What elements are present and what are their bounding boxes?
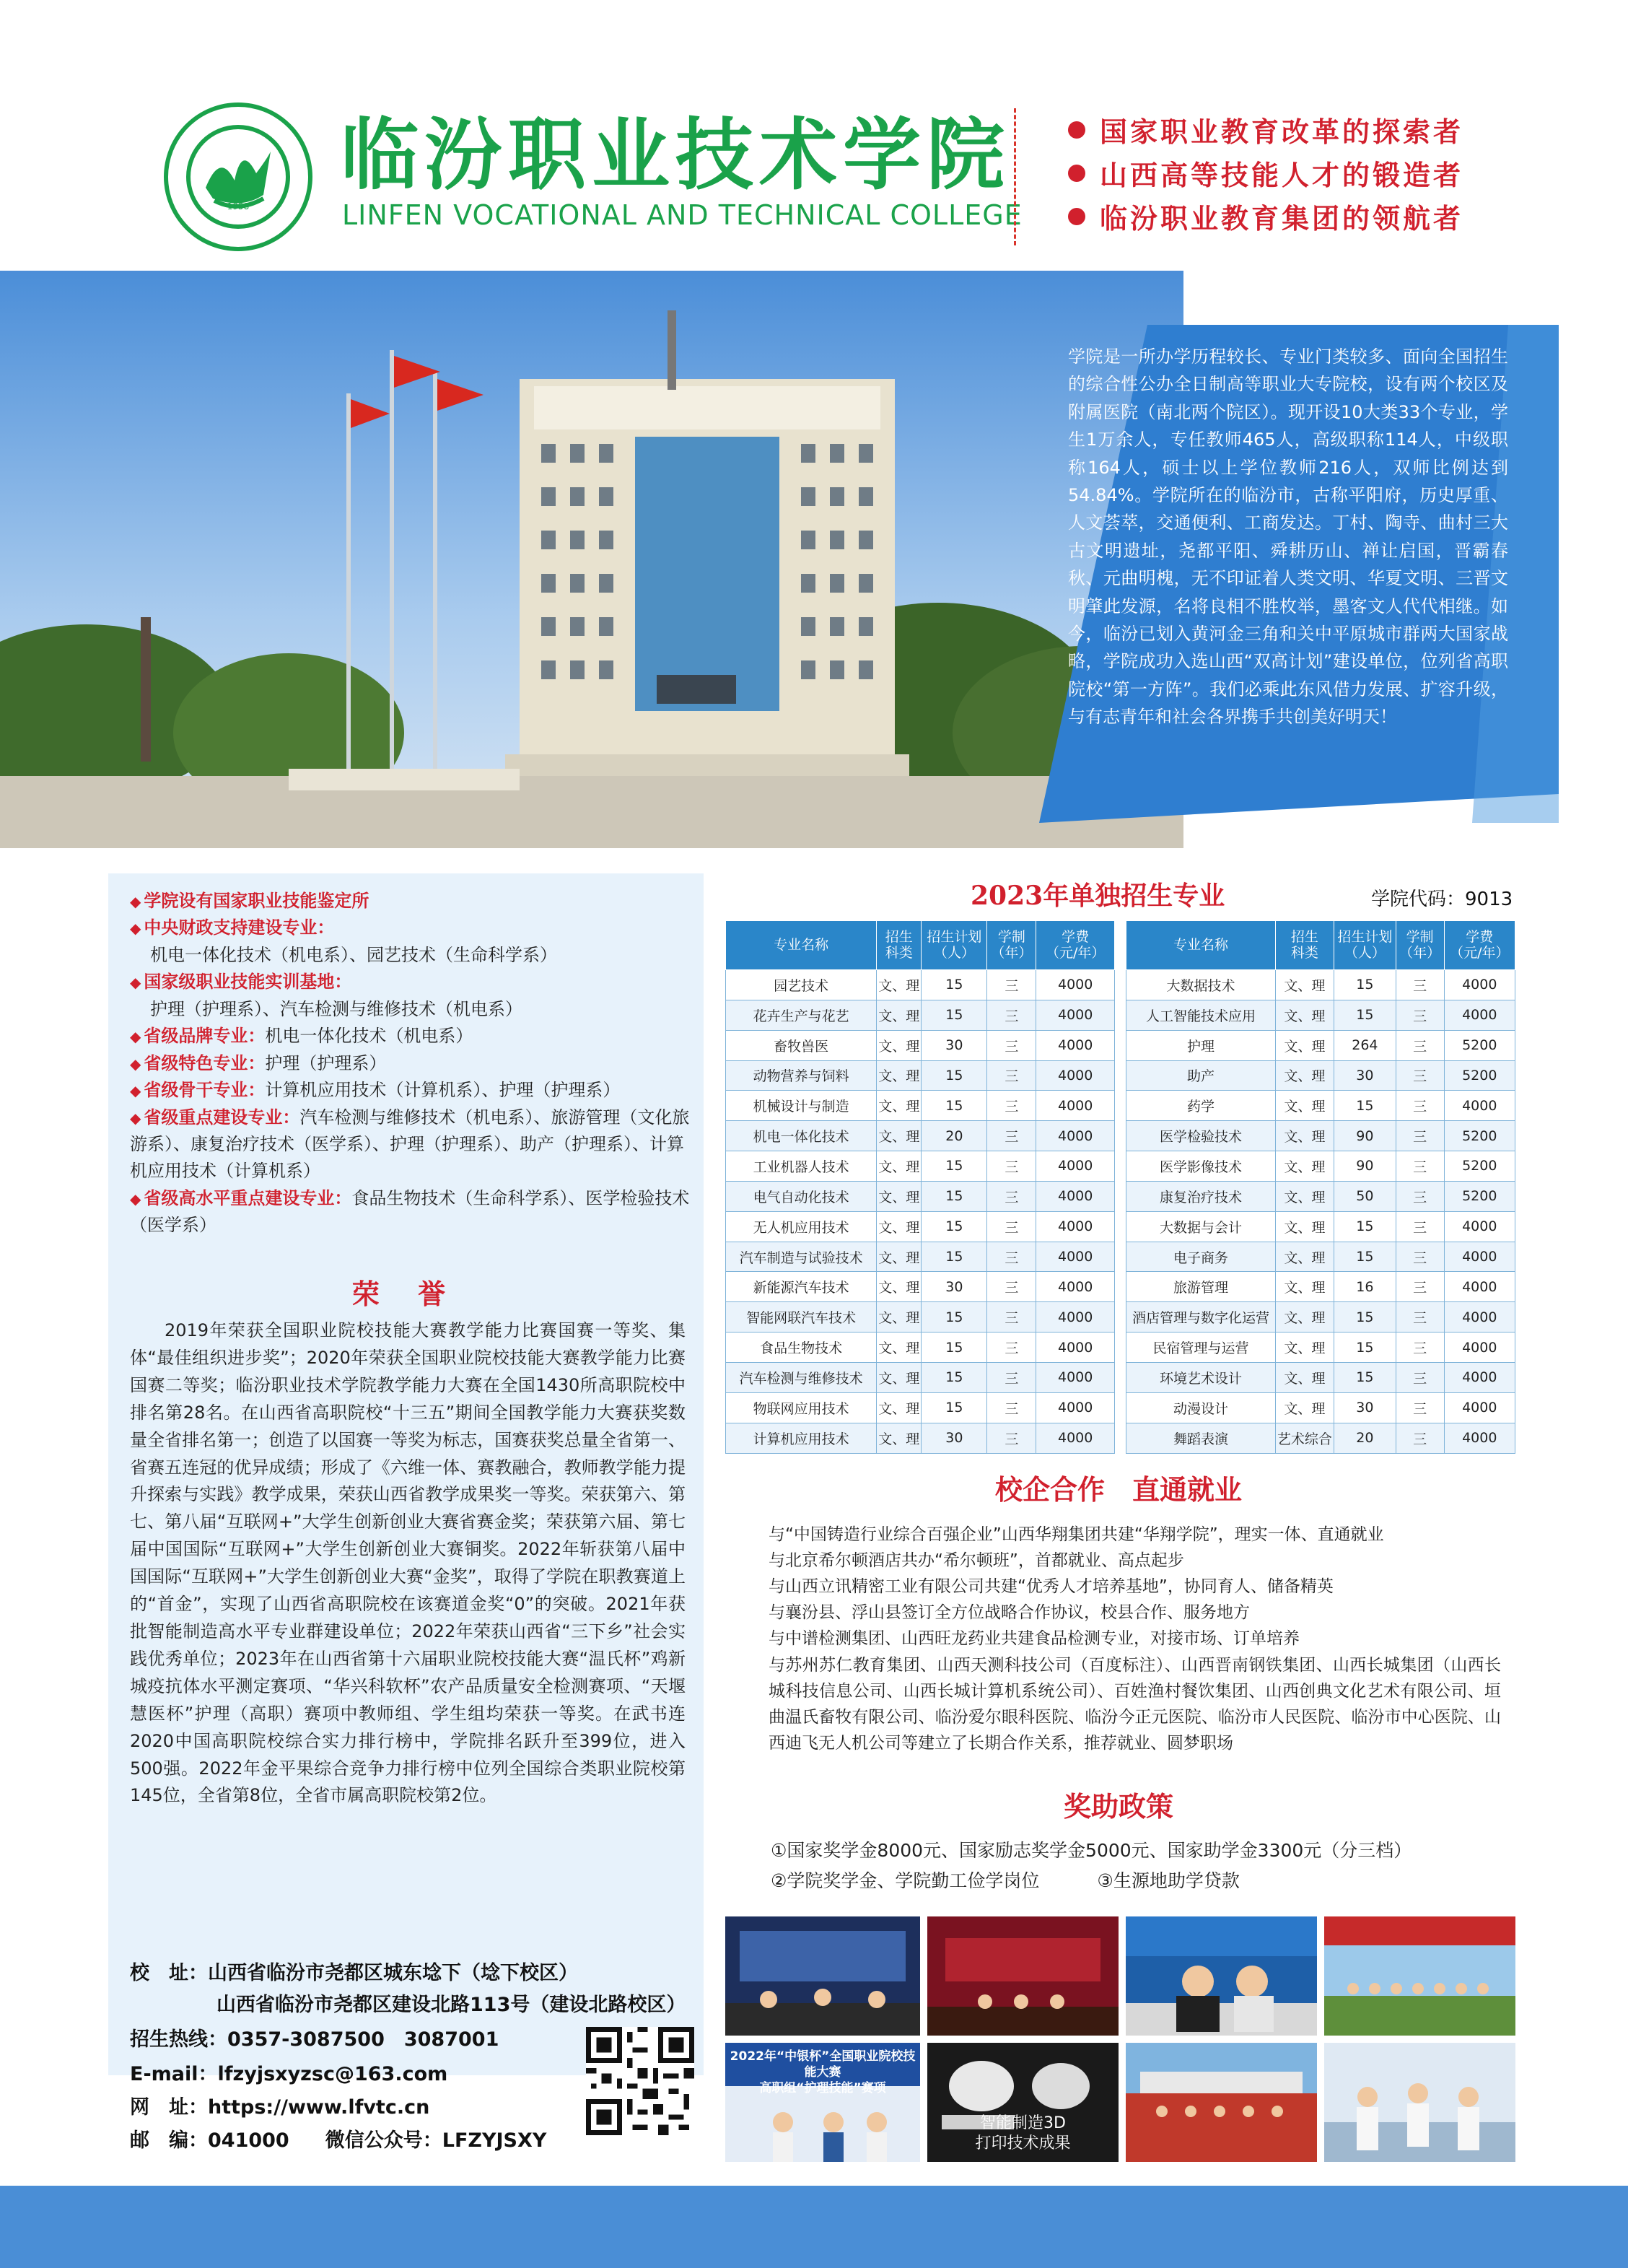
major-name-cell: 计算机应用技术 — [726, 1423, 877, 1453]
table-cell: 15 — [1334, 1302, 1396, 1333]
table-cell: 文、理 — [1275, 1030, 1334, 1060]
table-cell: 15 — [1334, 1242, 1396, 1272]
table-cell: 文、理 — [1275, 1091, 1334, 1121]
table-row — [726, 1423, 1115, 1453]
table-cell: 文、理 — [877, 1242, 922, 1272]
school-name-english: LINFEN VOCATIONAL AND TECHNICAL COLLEGE — [342, 199, 1023, 231]
table-row — [1126, 1211, 1515, 1242]
feature-item: ◆ 省级品牌专业：机电一体化技术（机电系） — [130, 1026, 473, 1047]
table-cell: 三 — [987, 1242, 1036, 1272]
table-cell: 4000 — [1036, 1362, 1115, 1392]
major-name-cell: 食品生物技术 — [726, 1333, 877, 1363]
diamond-bullet-icon: ◆ — [130, 893, 141, 910]
email-link[interactable]: lfzyjsxyzsc@163.com — [217, 2063, 448, 2085]
table-cell: 三 — [987, 1060, 1036, 1091]
address-row: 校 址：山西省临汾市尧都区城东埝下（埝下校区） — [130, 1962, 578, 1984]
bullet-dot-icon — [1068, 121, 1085, 139]
website-link[interactable]: https://www.lfvtc.cn — [208, 2096, 430, 2119]
table-header-cell: 专业名称 — [1126, 921, 1276, 970]
major-name-cell: 药学 — [1126, 1091, 1276, 1121]
cooperation-item: 与“中国铸造行业综合百强企业”山西华翔集团共建“华翔学院”，理实一体、直通就业 — [769, 1525, 1384, 1544]
table-cell: 15 — [922, 1000, 987, 1030]
table-row — [1126, 970, 1515, 1000]
table-cell: 文、理 — [877, 1302, 922, 1333]
table-cell: 15 — [1334, 1000, 1396, 1030]
table-row — [1126, 1030, 1515, 1060]
table-cell: 15 — [922, 1302, 987, 1333]
major-name-cell: 汽车检测与维修技术 — [726, 1362, 877, 1392]
table-cell: 4000 — [1036, 1211, 1115, 1242]
table-cell: 4000 — [1444, 1362, 1515, 1392]
photo-banner-caption: 2022年“中银杯”全国职业院校技能大赛 高职组“护理技能”赛项 — [730, 2049, 916, 2096]
header — [0, 0, 1628, 271]
major-name-cell: 汽车制造与试验技术 — [726, 1242, 877, 1272]
major-name-cell: 电子商务 — [1126, 1242, 1276, 1272]
table-cell: 文、理 — [1275, 1060, 1334, 1091]
table-row — [1126, 1423, 1515, 1453]
table-row — [1126, 1302, 1515, 1333]
table-cell: 三 — [987, 1181, 1036, 1211]
table-cell: 4000 — [1444, 1423, 1515, 1453]
table-row — [726, 1362, 1115, 1392]
table-row — [1126, 1242, 1515, 1272]
photo-stage-event — [725, 1916, 920, 2036]
table-header-cell: 学费 （元/年） — [1444, 921, 1515, 970]
feature-item: ◆ 国家级职业技能实训基地： 护理（护理系）、汽车检测与维修技术（机电系） — [130, 972, 522, 1019]
photo-group-outdoor — [1324, 1916, 1515, 2036]
table-cell: 5200 — [1444, 1151, 1515, 1182]
photo-ceremony — [927, 1916, 1119, 2036]
table-row — [1126, 1272, 1515, 1302]
table-cell: 20 — [1334, 1423, 1396, 1453]
table-row — [1126, 1121, 1515, 1151]
table-cell: 15 — [1334, 1091, 1396, 1121]
table-row — [726, 1242, 1115, 1272]
table-header-cell: 学制 （年） — [1396, 921, 1444, 970]
table-cell: 三 — [1396, 1030, 1444, 1060]
table-row — [1126, 1000, 1515, 1030]
cooperation-item: 与襄汾县、浮山县签订全方位战略合作协议，校县合作、服务地方 — [769, 1603, 1250, 1623]
school-code: 学院代码：9013 — [1371, 889, 1513, 910]
table-cell: 15 — [922, 1091, 987, 1121]
feature-item: ◆ 学院设有国家职业技能鉴定所 — [130, 891, 369, 911]
major-name-cell: 工业机器人技术 — [726, 1151, 877, 1182]
table-header-cell: 招生计划 （人） — [922, 921, 987, 970]
college-introduction: 学院是一所办学历程较长、专业门类较多、面向全国招生的综合性公办全日制高等职业大专院校，设有两个校区及附属医院（南北两个院区）。现开设10大类33个专业，学生1万余人，专任教师465人，高级职称114人，中级职称164人，硕士以上学位教师216人，双师比例达到54.84%。学院所在的临汾市，古称平阳府，历史厚重、人文荟萃，交通便利、工商发达。丁村、陶寺、曲村三大古文明遗址，尧都平阳、舜耕历山、禅让启国，晋霸春秋、元曲明槐，无不印证着人类文明、华夏文明、三晋文明肇此发源，名将良相不胜枚举，墨客文人代代相继。如今，临汾已划入黄河金三角和关中平原城市群两大国家战略，学院成功入选山西“双高计划”建设单位，位列省高职院校“第一方阵”。我们必乘此东风借力发展、扩容升级，与有志青年和社会各界携手共创美好明天！ — [1068, 346, 1508, 728]
table-cell: 15 — [922, 1181, 987, 1211]
table-cell: 5200 — [1444, 1030, 1515, 1060]
major-name-cell: 动漫设计 — [1126, 1392, 1276, 1423]
major-name-cell: 康复治疗技术 — [1126, 1181, 1276, 1211]
aid-item: ①国家奖学金8000元、国家励志奖学金5000元、国家助学金3300元（分三档） — [771, 1840, 1412, 1861]
table-row — [726, 1302, 1115, 1333]
table-row — [1126, 1333, 1515, 1363]
feature-item: ◆ 省级重点建设专业：汽车检测与维修技术（机电系）、旅游管理（文化旅游系）、康复治疗技术（医学系）、护理（护理系）、助产（护理系）、计算机应用技术（计算机系） — [130, 1107, 690, 1182]
table-cell: 三 — [1396, 1302, 1444, 1333]
diamond-bullet-icon: ◆ — [130, 974, 141, 992]
major-name-cell: 无人机应用技术 — [726, 1211, 877, 1242]
table-cell: 30 — [1334, 1060, 1396, 1091]
table-cell: 文、理 — [1275, 1121, 1334, 1151]
table-row — [726, 1272, 1115, 1302]
major-name-cell: 畜牧兽医 — [726, 1030, 877, 1060]
feature-item: ◆ 省级高水平重点建设专业：食品生物技术（生命科学系）、医学检验技术（医学系） — [130, 1187, 690, 1236]
table-cell: 4000 — [1036, 1151, 1115, 1182]
table-cell: 15 — [922, 970, 987, 1000]
table-cell: 文、理 — [1275, 1333, 1334, 1363]
bullet-dot-icon — [1068, 165, 1085, 182]
table-header-cell: 招生 科类 — [1275, 921, 1334, 970]
slogan-item: 国家职业教育改革的探索者 — [1068, 110, 1463, 149]
feature-item: ◆ 省级骨干专业：计算机应用技术（计算机系）、护理（护理系） — [130, 1080, 621, 1101]
table-row — [1126, 1362, 1515, 1392]
table-cell: 30 — [1334, 1392, 1396, 1423]
table-row — [726, 1091, 1115, 1121]
table-header-cell: 学制 （年） — [987, 921, 1036, 970]
table-cell: 文、理 — [1275, 1211, 1334, 1242]
table-cell: 15 — [922, 1242, 987, 1272]
table-cell: 264 — [1334, 1030, 1396, 1060]
table-cell: 文、理 — [1275, 1392, 1334, 1423]
table-cell: 三 — [987, 1151, 1036, 1182]
table-row — [726, 1060, 1115, 1091]
table-cell: 三 — [987, 1121, 1036, 1151]
table-cell: 4000 — [1444, 1211, 1515, 1242]
cooperation-item: 与山西立讯精密工业有限公司共建“优秀人才培养基地”，协同育人、储备精英 — [769, 1577, 1334, 1597]
table-cell: 文、理 — [877, 1392, 922, 1423]
table-header-cell: 招生计划 （人） — [1334, 921, 1396, 970]
diamond-bullet-icon: ◆ — [130, 1055, 141, 1073]
table-cell: 三 — [1396, 1151, 1444, 1182]
svg-text:1958: 1958 — [227, 201, 250, 211]
table-cell: 4000 — [1444, 1091, 1515, 1121]
table-cell: 三 — [1396, 1362, 1444, 1392]
footer-band — [0, 2186, 1628, 2268]
table-cell: 文、理 — [877, 1151, 922, 1182]
honor-text: 2019年荣获全国职业院校技能大赛教学能力比赛国赛一等奖、集体“最佳组织进步奖”；2020年荣获全国职业院校技能大赛教学能力比赛国赛二等奖；临汾职业技术学院教学能力大赛在全国1430所高职院校中排名第28名。在山西省高职院校“十三五”期间全国教学能力大赛获奖数量全省排名第一；创造了以国赛一等奖为标志，国赛获奖总量全省第一、省赛五连冠的优异成绩；形成了《六维一体、赛教融合，教师教学能力提升探索与实践》教学成果，荣获山西省教学成果奖一等奖。荣获第六、第七、第八届“互联网+”大学生创新创业大赛省赛金奖；荣获第六届、第七届中国国际“互联网+”大学生创新创业大赛铜奖。2022年斩获第八届中国国际“互联网+”大学生创新创业大赛“金奖”，取得了学院在职教赛道上的“首金”，实现了山西省高职院校在该赛道金奖“0”的突破。2021年获批智能制造高水平专业群建设单位；2022年荣获山西省“三下乡”社会实践优秀单位；2023年在山西省第十六届职业院校技能大赛“温氏杯”鸡新城疫抗体水平测定赛项、“华兴科软杯”农产品质量安全检测赛项、“天堰慧医杯”护理（高职）赛项中教师组、学生组均荣获一等奖。在武书连2020中国高职院校综合实力排行榜中，学院排名跃升至399位，进入500强。2022年金平果综合竞争力排行榜中位列全国综合类职业院校第145位，全省第8位，全省市属高职院校第2位。 — [130, 1320, 686, 1806]
table-cell: 三 — [1396, 1333, 1444, 1363]
majors-table-title: 2023年单独招生专业 — [971, 881, 1225, 911]
table-cell: 文、理 — [877, 1060, 922, 1091]
table-cell: 三 — [1396, 1242, 1444, 1272]
table-row — [1126, 1151, 1515, 1182]
honor-heading: 荣 誉 — [351, 1278, 460, 1310]
table-cell: 4000 — [1036, 1181, 1115, 1211]
address-row-2: 山西省临汾市尧都区建设北路113号（建设北路校区） — [216, 1994, 686, 2016]
table-cell: 三 — [1396, 1392, 1444, 1423]
major-name-cell: 电气自动化技术 — [726, 1181, 877, 1211]
table-cell: 三 — [1396, 1272, 1444, 1302]
major-name-cell: 大数据技术 — [1126, 970, 1276, 1000]
table-cell: 15 — [922, 1362, 987, 1392]
table-cell: 30 — [922, 1272, 987, 1302]
table-cell: 三 — [1396, 1060, 1444, 1091]
table-cell: 文、理 — [877, 1181, 922, 1211]
table-cell: 文、理 — [1275, 1302, 1334, 1333]
table-cell: 15 — [1334, 970, 1396, 1000]
cooperation-item: 与苏州苏仁教育集团、山西天测科技公司（百度标注）、山西晋南钢铁集团、山西长城集团（山西长城科技信息公司、山西长城计算机系统公司）、百姓渔村餐饮集团、山西创典文化艺术有限公司、垣曲温氏畜牧有限公司、临汾爱尔眼科医院、临汾今正元医院、临汾市人民医院、临汾市中心医院、山西迪飞无人机公司等建立了长期合作关系，推荐就业、圆梦职场 — [769, 1655, 1501, 1753]
table-cell: 文、理 — [877, 1362, 922, 1392]
diamond-bullet-icon: ◆ — [130, 1190, 141, 1208]
diamond-bullet-icon: ◆ — [130, 1109, 141, 1127]
table-cell: 三 — [1396, 1211, 1444, 1242]
table-cell: 15 — [922, 1333, 987, 1363]
table-cell: 4000 — [1036, 1302, 1115, 1333]
table-row — [726, 1121, 1115, 1151]
major-name-cell: 医学检验技术 — [1126, 1121, 1276, 1151]
table-cell: 4000 — [1444, 1242, 1515, 1272]
table-cell: 文、理 — [1275, 1181, 1334, 1211]
major-name-cell: 物联网应用技术 — [726, 1392, 877, 1423]
table-cell: 文、理 — [1275, 1272, 1334, 1302]
table-cell: 4000 — [1036, 1030, 1115, 1060]
major-name-cell: 动物营养与饲料 — [726, 1060, 877, 1091]
table-cell: 5200 — [1444, 1060, 1515, 1091]
major-name-cell: 助产 — [1126, 1060, 1276, 1091]
table-cell: 15 — [1334, 1333, 1396, 1363]
major-name-cell: 舞蹈表演 — [1126, 1423, 1276, 1453]
table-cell: 三 — [1396, 1423, 1444, 1453]
table-cell: 15 — [1334, 1211, 1396, 1242]
table-cell: 4000 — [1036, 1333, 1115, 1363]
table-cell: 5200 — [1444, 1181, 1515, 1211]
table-cell: 三 — [987, 1272, 1036, 1302]
table-row — [726, 1030, 1115, 1060]
school-logo-seal — [162, 101, 314, 253]
table-cell: 三 — [987, 1211, 1036, 1242]
table-cell: 4000 — [1444, 970, 1515, 1000]
table-cell: 15 — [922, 1151, 987, 1182]
table-cell: 15 — [922, 1392, 987, 1423]
major-name-cell: 医学影像技术 — [1126, 1151, 1276, 1182]
table-cell: 90 — [1334, 1151, 1396, 1182]
major-name-cell: 机械设计与制造 — [726, 1091, 877, 1121]
cooperation-heading: 校企合作 直通就业 — [994, 1474, 1242, 1506]
table-row — [726, 1000, 1115, 1030]
table-cell: 三 — [1396, 1000, 1444, 1030]
table-cell: 90 — [1334, 1121, 1396, 1151]
table-cell: 文、理 — [877, 1211, 922, 1242]
table-cell: 4000 — [1444, 1000, 1515, 1030]
table-header-cell: 专业名称 — [726, 921, 877, 970]
table-cell: 5200 — [1444, 1121, 1515, 1151]
table-cell: 文、理 — [877, 970, 922, 1000]
major-name-cell: 民宿管理与运营 — [1126, 1333, 1276, 1363]
table-row — [726, 1392, 1115, 1423]
diamond-bullet-icon: ◆ — [130, 1028, 141, 1046]
diamond-bullet-icon: ◆ — [130, 920, 141, 938]
table-cell: 文、理 — [877, 1000, 922, 1030]
table-cell: 4000 — [1036, 1242, 1115, 1272]
major-name-cell: 大数据与会计 — [1126, 1211, 1276, 1242]
photo-3d-printing — [927, 2043, 1119, 2162]
cooperation-list — [769, 1522, 1501, 1756]
majors-table-left — [725, 920, 1115, 1454]
cooperation-item: 与中谱检测集团、山西旺龙药业共建食品检测专业，对接市场、订单培养 — [769, 1629, 1300, 1649]
website-row: 网 址：https://www.lfvtc.cn — [130, 2096, 430, 2119]
table-cell: 三 — [1396, 970, 1444, 1000]
table-row — [726, 970, 1115, 1000]
table-cell: 三 — [987, 1030, 1036, 1060]
diamond-bullet-icon: ◆ — [130, 1082, 141, 1100]
major-name-cell: 花卉生产与花艺 — [726, 1000, 877, 1030]
aid-policy — [771, 1836, 1507, 1896]
major-name-cell: 酒店管理与数字化运营 — [1126, 1302, 1276, 1333]
table-header-cell: 学费 （元/年） — [1036, 921, 1115, 970]
table-cell: 文、理 — [1275, 1151, 1334, 1182]
table-cell: 文、理 — [877, 1091, 922, 1121]
header-divider — [1014, 108, 1016, 245]
campus-building-photo — [0, 271, 1183, 848]
table-row — [726, 1181, 1115, 1211]
major-name-cell: 环境艺术设计 — [1126, 1362, 1276, 1392]
table-cell: 艺术综合 — [1275, 1423, 1334, 1453]
table-cell: 4000 — [1036, 1272, 1115, 1302]
table-cell: 文、理 — [877, 1272, 922, 1302]
table-cell: 三 — [1396, 1121, 1444, 1151]
table-row — [726, 1211, 1115, 1242]
table-cell: 文、理 — [877, 1030, 922, 1060]
table-cell: 文、理 — [1275, 970, 1334, 1000]
postcode-row: 邮 编：041000 微信公众号：LFZYJSXY — [130, 2129, 547, 2152]
table-cell: 三 — [1396, 1091, 1444, 1121]
email-row: E-mail：lfzyjsxyzsc@163.com — [130, 2063, 448, 2085]
major-name-cell: 新能源汽车技术 — [726, 1272, 877, 1302]
photo-parade — [1126, 2043, 1317, 2162]
cooperation-item: 与北京希尔顿酒店共办“希尔顿班”，首都就业、高点起步 — [769, 1551, 1184, 1571]
feature-item: ◆ 省级特色专业：护理（护理系） — [130, 1052, 387, 1073]
table-cell: 三 — [987, 1423, 1036, 1453]
major-name-cell: 园艺技术 — [726, 970, 877, 1000]
bullet-dot-icon — [1068, 208, 1085, 225]
table-cell: 20 — [922, 1121, 987, 1151]
table-cell: 文、理 — [877, 1423, 922, 1453]
table-cell: 15 — [922, 1211, 987, 1242]
aid-item-row — [771, 1866, 1507, 1896]
feature-item: ◆ 中央财政支持建设专业： 机电一体化技术（机电系）、园艺技术（生命科学系） — [130, 917, 557, 965]
banner — [0, 271, 1628, 870]
feature-list — [130, 888, 693, 1239]
table-cell: 4000 — [1036, 970, 1115, 1000]
major-name-cell: 机电一体化技术 — [726, 1121, 877, 1151]
table-cell: 文、理 — [877, 1333, 922, 1363]
aid-item: ③生源地助学贷款 — [1097, 1870, 1240, 1891]
table-cell: 三 — [987, 970, 1036, 1000]
table-cell: 30 — [922, 1423, 987, 1453]
table-cell: 文、理 — [1275, 1362, 1334, 1392]
table-cell: 4000 — [1036, 1060, 1115, 1091]
hotline-row: 招生热线：0357-3087500 3087001 — [130, 2028, 499, 2051]
table-cell: 4000 — [1036, 1423, 1115, 1453]
table-cell: 15 — [1334, 1362, 1396, 1392]
photo-caption-3d: 智能制造3D 打印技术成果 — [975, 2114, 1071, 2153]
slogan-item: 山西高等技能人才的锻造者 — [1068, 153, 1463, 193]
table-cell: 三 — [987, 1302, 1036, 1333]
table-cell: 三 — [987, 1000, 1036, 1030]
table-cell: 15 — [922, 1060, 987, 1091]
school-name-chinese: 临汾职业技术学院 — [341, 110, 1011, 201]
photo-nursing-competition — [725, 2043, 920, 2162]
table-row — [726, 1151, 1115, 1182]
table-row — [1126, 1060, 1515, 1091]
aid-item: ②学院奖学金、学院勤工俭学岗位 — [771, 1870, 1040, 1891]
table-row — [1126, 1392, 1515, 1423]
major-name-cell: 人工智能技术应用 — [1126, 1000, 1276, 1030]
table-cell: 4000 — [1444, 1302, 1515, 1333]
table-cell: 三 — [987, 1091, 1036, 1121]
table-header-cell: 招生 科类 — [877, 921, 922, 970]
table-cell: 50 — [1334, 1181, 1396, 1211]
table-cell: 文、理 — [1275, 1242, 1334, 1272]
table-cell: 三 — [987, 1362, 1036, 1392]
major-name-cell: 旅游管理 — [1126, 1272, 1276, 1302]
aid-heading: 奖助政策 — [1063, 1791, 1173, 1823]
table-cell: 4000 — [1444, 1392, 1515, 1423]
table-cell: 16 — [1334, 1272, 1396, 1302]
table-cell: 4000 — [1036, 1121, 1115, 1151]
table-cell: 三 — [987, 1392, 1036, 1423]
table-row — [726, 1333, 1115, 1363]
table-cell: 三 — [1396, 1181, 1444, 1211]
table-row — [1126, 1091, 1515, 1121]
majors-table-right — [1126, 920, 1515, 1454]
table-cell: 30 — [922, 1030, 987, 1060]
table-cell: 4000 — [1444, 1272, 1515, 1302]
table-cell: 文、理 — [1275, 1000, 1334, 1030]
table-cell: 4000 — [1036, 1392, 1115, 1423]
major-name-cell: 智能网联汽车技术 — [726, 1302, 877, 1333]
photo-signing — [1126, 1916, 1317, 2036]
table-cell: 文、理 — [877, 1121, 922, 1151]
qr-code-icon — [586, 2027, 694, 2135]
slogan-item: 临汾职业教育集团的领航者 — [1068, 196, 1463, 236]
major-name-cell: 护理 — [1126, 1030, 1276, 1060]
photo-nursing-practice — [1324, 2043, 1515, 2162]
table-cell: 4000 — [1036, 1091, 1115, 1121]
table-cell: 4000 — [1036, 1000, 1115, 1030]
table-cell: 三 — [987, 1333, 1036, 1363]
table-cell: 4000 — [1444, 1333, 1515, 1363]
table-row — [1126, 1181, 1515, 1211]
